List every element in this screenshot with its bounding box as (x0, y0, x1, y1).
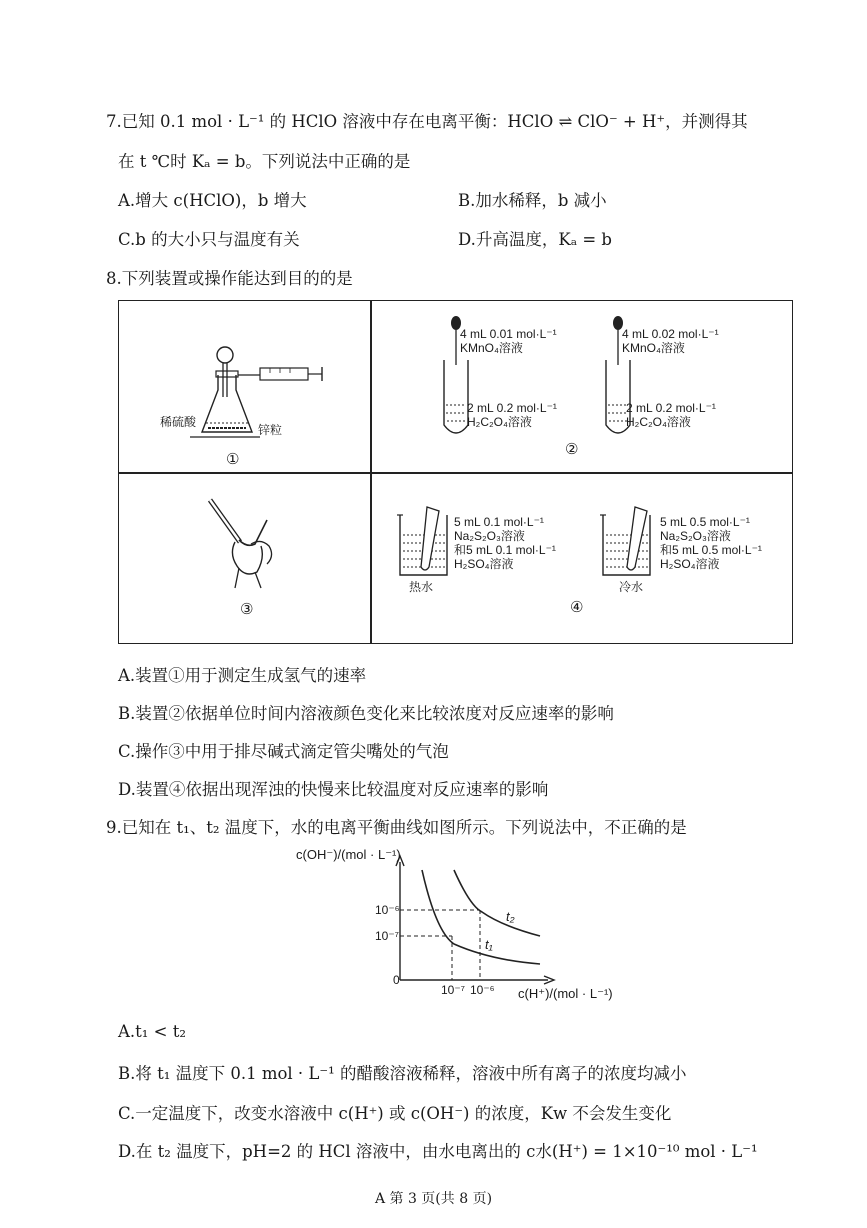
q8-option-a: A.装置①用于测定生成氢气的速率 (118, 666, 367, 685)
apparatus-4-number: ④ (570, 598, 584, 616)
cold-water-label: 冷水 (619, 580, 644, 594)
q7-option-d: D.升高温度，Kₐ = b (458, 230, 612, 249)
x-axis-label: c(H⁺)/(mol · L⁻¹) (518, 986, 613, 1001)
h2c2o4-right-conc: 2 mL 0.2 mol·L⁻¹ (626, 401, 716, 415)
kmno4-0.02-conc: 4 mL 0.02 mol·L⁻¹ (622, 327, 719, 341)
h2c2o4-left-name: H₂C₂O₄溶液 (467, 415, 532, 429)
y-tick-10e-7: 10⁻⁷ (375, 929, 400, 943)
kmno4-0.02-name: KMnO₄溶液 (622, 341, 685, 355)
q8-option-c: C.操作③中用于排尽碱式滴定管尖嘴处的气泡 (118, 742, 449, 761)
y-tick-10e-6: 10⁻⁶ (375, 903, 400, 917)
beaker-a-reagents-label (454, 515, 556, 571)
beaker-b-line2: Na₂S₂O₃溶液 (660, 529, 731, 543)
q9-option-a: A.t₁ < t₂ (118, 1022, 186, 1041)
beaker-a-line4: H₂SO₄溶液 (454, 557, 514, 571)
q7-stem-line2: 在 t ℃时 Kₐ = b。下列说法中正确的是 (118, 152, 411, 171)
h2c2o4-right-name: H₂C₂O₄溶液 (626, 415, 691, 429)
q7-option-b: B.加水稀释，b 减小 (458, 191, 607, 210)
q8-option-b: B.装置②依据单位时间内溶液颜色变化来比较浓度对反应速率的影响 (118, 704, 614, 723)
q9-option-c: C.一定温度下，改变水溶液中 c(H⁺) 或 c(OH⁻) 的浓度，Kw 不会发生变化 (118, 1104, 672, 1123)
q9-option-d: D.在 t₂ 温度下，pH=2 的 HCl 溶液中，由水电离出的 c水(H⁺) = 1×10⁻¹⁰ mol · L⁻¹ (118, 1142, 758, 1161)
beaker-a-line3: 和5 mL 0.1 mol·L⁻¹ (454, 543, 556, 557)
operation-3-number: ③ (240, 600, 254, 618)
q7-option-a: A.增大 c(HClO)，b 增大 (118, 191, 307, 210)
beaker-b-line1: 5 mL 0.5 mol·L⁻¹ (660, 515, 750, 529)
q8-grid-divider-horizontal (118, 472, 793, 474)
kmno4-0.01-name: KMnO₄溶液 (460, 341, 523, 355)
curve-t1-label: t₁ (485, 937, 493, 952)
zinc-granules-label: 锌粒 (258, 423, 283, 437)
kmno4-0.01-conc: 4 mL 0.01 mol·L⁻¹ (460, 327, 557, 341)
kmno4-0.02-label (622, 327, 719, 355)
burette-bubble-removal-illustration (195, 492, 295, 592)
hot-water-label: 热水 (409, 580, 434, 594)
q8-stem: 8.下列装置或操作能达到目的的是 (106, 269, 353, 288)
q9-stem: 9.已知在 t₁、t₂ 温度下，水的电离平衡曲线如图所示。下列说法中，不正确的是 (106, 818, 687, 837)
q9-option-b: B.将 t₁ 温度下 0.1 mol · L⁻¹ 的醋酸溶液稀释，溶液中所有离子的浓度均减小 (118, 1064, 687, 1083)
beaker-b-line3: 和5 mL 0.5 mol·L⁻¹ (660, 543, 762, 557)
apparatus-2-number: ② (565, 440, 579, 458)
q7-stem-line1: 7.已知 0.1 mol · L⁻¹ 的 HClO 溶液中存在电离平衡：HClO ⇌ ClO⁻ + H⁺，并测得其 (106, 112, 748, 131)
beaker-a-line1: 5 mL 0.1 mol·L⁻¹ (454, 515, 544, 529)
page-footer: A 第 3 页(共 8 页) (374, 1191, 493, 1207)
beaker-b-line4: H₂SO₄溶液 (660, 557, 720, 571)
curve-t2-label: t₂ (506, 909, 515, 924)
dilute-sulfuric-acid-label: 稀硫酸 (160, 415, 197, 429)
beaker-b-reagents-label (660, 515, 762, 571)
x-tick-10e-7: 10⁻⁷ (441, 983, 466, 997)
h2c2o4-left-conc: 2 mL 0.2 mol·L⁻¹ (467, 401, 557, 415)
h2c2o4-right-label (626, 401, 716, 429)
q8-option-d: D.装置④依据出现浑浊的快慢来比较温度对反应速率的影响 (118, 780, 549, 799)
beaker-a-line2: Na₂S₂O₃溶液 (454, 529, 525, 543)
h2c2o4-left-label (467, 401, 557, 429)
y-axis-label: c(OH⁻)/(mol · L⁻¹) (296, 847, 401, 862)
origin-label: 0 (393, 973, 400, 987)
q7-option-c: C.b 的大小只与温度有关 (118, 230, 300, 249)
kmno4-0.01-label (460, 327, 557, 355)
apparatus-1-number: ① (226, 450, 240, 468)
x-tick-10e-6: 10⁻⁶ (470, 983, 495, 997)
